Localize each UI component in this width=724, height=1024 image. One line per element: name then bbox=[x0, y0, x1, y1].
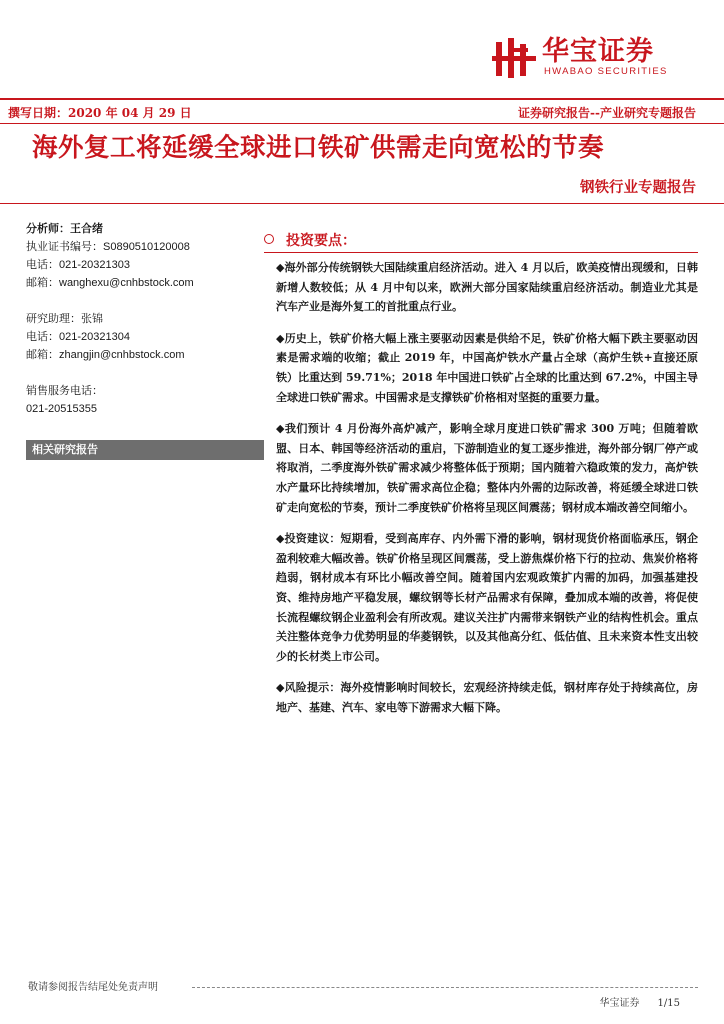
footer-brand: 华宝证券 bbox=[599, 998, 640, 1009]
key-point-paragraph: ◆我们预计 4 月份海外高炉减产，影响全球月度进口铁矿需求 300 万吨；但随着欧盟、日本、韩国等经济活动的重启，下游制造业的复工逐步推进，海外部分钢厂停产或将取消，二季度海外铁矿需求减少将整体低于预期；国内随着六稳政策的发力，高炉铁水产量环比持续增加，铁矿需求高位企稳；整体内外需的边际改善，将延缓全球进口铁矿走向宽松的节奏，预计二季度铁矿价格将呈现区间震荡；钢材成本端改善空间缩小。 bbox=[276, 422, 698, 514]
key-point-paragraph: ◆历史上，铁矿价格大幅上涨主要驱动因素是供给不足，铁矿价格大幅下跌主要驱动因素是需求端的收缩；截止 2019 年，中国高炉铁水产量占全球（高炉生铁+直接还原铁）比重达到 59.71%；2018 年中国进口铁矿占全球的比重达到 67.2%，中国主导全球进口铁矿需求。中国需求是支撑铁矿价格相对坚挺的重要力量。 bbox=[276, 331, 698, 404]
sales-phone: 021-20515355 bbox=[26, 403, 97, 415]
header-rule bbox=[0, 98, 724, 100]
assistant-name: 研究助理：张锦 bbox=[26, 312, 103, 325]
brand-logo bbox=[492, 36, 702, 80]
title-rule bbox=[0, 203, 724, 204]
footer-rule bbox=[192, 987, 698, 988]
hwabao-logo-icon bbox=[492, 36, 540, 80]
footer-meta bbox=[600, 994, 680, 1009]
page-number: 1/15 bbox=[657, 998, 680, 1009]
key-points-title: 投资要点： bbox=[286, 233, 356, 249]
analyst-phone: 电话：021-20321303 bbox=[26, 259, 130, 271]
analyst-info bbox=[26, 220, 264, 418]
sales-label: 销售服务电话： bbox=[26, 384, 103, 397]
circle-bullet-icon bbox=[264, 234, 274, 244]
header-underline bbox=[0, 123, 724, 124]
related-reports-header bbox=[26, 440, 264, 460]
assistant-email[interactable]: 邮箱：zhangjin@cnhbstock.com bbox=[26, 349, 185, 361]
page-title: 海外复工将延缓全球进口铁矿供需走向宽松的节奏 bbox=[32, 133, 605, 163]
key-points-rule bbox=[264, 252, 698, 253]
key-point-paragraph: ◆海外部分传统钢铁大国陆续重启经济活动。进入 4 月以后，欧美疫情出现缓和，日韩新增人数较低；从 4 月中旬以来，欧洲大部分国家陆续重启经济活动。制造业尤其是汽车产业是海外复工的首批重点行业。 bbox=[276, 261, 698, 314]
report-type: 证券研究报告--产业研究专题报告 bbox=[518, 106, 696, 120]
analyst-email[interactable]: 邮箱：wanghexu@cnhbstock.com bbox=[26, 277, 194, 289]
key-point-paragraph: ◆投资建议：短期看，受到高库存、内外需下滑的影响，钢材现货价格面临承压，钢企盈利较难大幅改善。铁矿价格呈现区间震荡，受上游焦煤价格下行的拉动、焦炭价格将趋弱，钢材成本有环比小幅改善空间。随着国内宏观政策扩内需的加码，加强基建投资、维持房地产平稳发展，螺纹钢等长材产品需求有保障，叠加成本端的改善，将促使长流程螺纹钢企业盈利会有所改观。建议关注扩内需带来钢铁产业的结构性机会。重点关注整体竞争力优势明显的华菱钢铁，以及其他高分红、低估值、且未来资本性支出较少的长材类上市公司。 bbox=[276, 532, 698, 663]
report-date: 撰写日期：2020 年 04 月 29 日 bbox=[8, 106, 192, 120]
related-reports-label: 相关研究报告 bbox=[32, 443, 98, 456]
analyst-cert: 执业证书编号：S0890510120008 bbox=[26, 241, 190, 253]
brand-name-cn: 华宝证券 bbox=[542, 36, 654, 67]
key-points-body bbox=[276, 258, 698, 729]
key-point-paragraph: ◆风险提示：海外疫情影响时间较长，宏观经济持续走低，钢材库存处于持续高位，房地产、基建、汽车、家电等下游需求大幅下降。 bbox=[276, 681, 698, 714]
key-points-heading bbox=[264, 230, 356, 250]
brand-name-en: HWABAO SECURITIES bbox=[544, 66, 668, 77]
page-subtitle: 钢铁行业专题报告 bbox=[580, 179, 696, 196]
assistant-phone: 电话：021-20321304 bbox=[26, 331, 130, 343]
analyst-name: 分析师：王合绪 bbox=[26, 222, 103, 235]
footer-disclaimer: 敬请参阅报告结尾处免责声明 bbox=[28, 982, 158, 993]
